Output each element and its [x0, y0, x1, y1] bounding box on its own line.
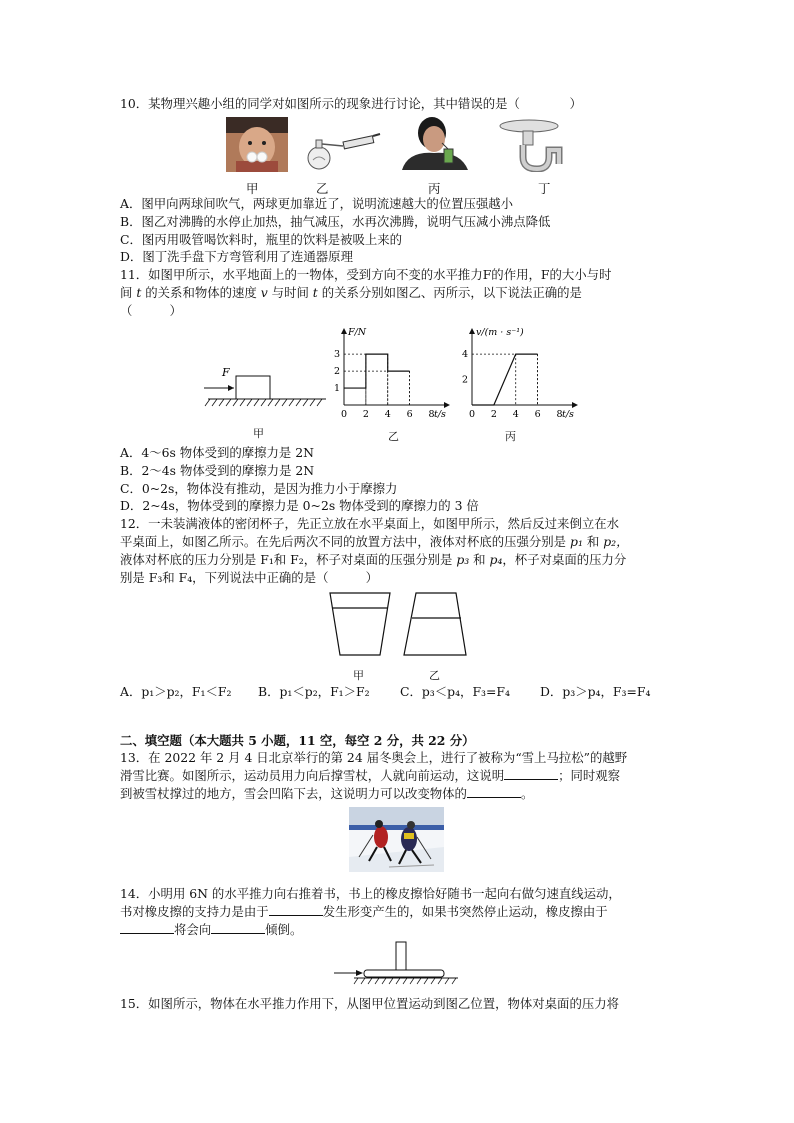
cup-upright	[330, 593, 390, 655]
y-tick-label: 3	[334, 349, 341, 361]
x-tick-label: 2	[362, 409, 369, 420]
q12-option-b: B．p₁＜p₂，F₁＞F₂	[258, 684, 370, 699]
q12-options	[120, 683, 650, 700]
q10-caption-bing: 丙	[428, 181, 441, 196]
q11-option-d: D．2~4s，物体受到的摩擦力是 0~2s 物体受到的摩擦力的 3 倍	[120, 498, 479, 513]
x-tick-label: 2	[490, 409, 497, 420]
y-axis-label: F/N	[348, 327, 367, 338]
q11-caption-yi: 乙	[388, 430, 399, 443]
x-tick-label: 8	[428, 409, 435, 420]
x-tick-label: 4	[384, 409, 391, 420]
q14-figure-book-eraser	[330, 940, 462, 988]
x-axis-arrow-icon	[444, 402, 450, 408]
q11-stem-line1: 11．如图甲所示，水平地面上的一物体，受到方向不变的水平推力F的作用，F的大小与时	[120, 267, 612, 282]
q10-option-a: A．图甲向两球间吹气，两球更加靠近了，说明流速越大的位置压强越小	[120, 196, 514, 211]
photo-boy-blowing-balls	[226, 117, 288, 172]
q14-line3: 将会向 倾倒。	[120, 921, 302, 938]
q12-option-c: C．p₃＜p₄，F₃=F₄	[400, 684, 510, 699]
q11-option-a: A．4～6s 物体受到的摩擦力是 2N	[120, 445, 314, 460]
x-tick-label: 6	[406, 409, 413, 420]
photo-sink-drain-trap	[497, 117, 567, 172]
q15-line1: 15．如图所示，物体在水平推力作用下，从图甲位置运动到图乙位置，物体对桌面的压力将	[120, 996, 620, 1011]
y-tick-label: 4	[462, 349, 469, 361]
q13-line1: 13．在 2022 年 2 月 4 日北京举行的第 24 届冬奥会上，进行了被称为“雪上马拉松”的越野	[120, 750, 628, 765]
block	[236, 376, 270, 399]
q11-stem-line3: （ ）	[120, 303, 182, 318]
q10-option-c: C．图丙用吸管喝饮料时，瓶里的饮料是被吸上来的	[120, 232, 403, 247]
y-tick-label: 1	[334, 383, 341, 395]
photo-flask-syringe	[303, 130, 381, 172]
y-tick-label: 2	[462, 374, 469, 386]
photo-boy-drinking	[398, 115, 473, 170]
q10-stem: 10．某物理兴趣小组的同学对如图所示的现象进行讨论，其中错误的是（ ）	[120, 96, 582, 111]
q10-caption-jia: 甲	[246, 181, 259, 196]
q10-caption-yi: 乙	[316, 181, 329, 196]
q13-blank-1[interactable]	[504, 767, 558, 780]
y-axis-label: v/(m · s⁻¹)	[476, 327, 524, 338]
q13-line2: 滑雪比赛。如图所示，运动员用力向后撑雪杖，人就向前运动，这说明 ；同时观察	[120, 768, 621, 783]
q12-stem-line3: 液体对杯底的压力分别是 F₁和 F₂，杯子对桌面的压强分别是 p₃ 和 p₄，杯子对桌面的压力分	[120, 552, 627, 567]
q12-caption-jia: 甲	[353, 669, 364, 682]
q12-stem-line2: 平桌面上，如图乙所示。在先后两次不同的放置方法中，液体对杯底的压强分别是 p₁ 和 p₂，	[120, 534, 629, 549]
q14-blank-2[interactable]	[120, 921, 174, 934]
q12-figure-cups	[328, 590, 480, 662]
q11-caption-bing: 丙	[505, 430, 516, 443]
q11-caption-jia: 甲	[253, 427, 264, 440]
q12-stem-line1: 12．一未装满液体的密闭杯子，先正立放在水平桌面上，如图甲所示，然后反过来倒立在水	[120, 516, 620, 531]
q11-option-b: B．2～4s 物体受到的摩擦力是 2N	[120, 463, 315, 478]
q11-chart-force-time	[330, 322, 460, 422]
q10-option-b: B．图乙对沸腾的水停止加热，抽气减压，水再次沸腾，说明气压减小沸点降低	[120, 214, 551, 229]
y-axis-arrow-icon	[469, 328, 475, 334]
q11-stem-line2: 间 t 的关系和物体的速度 v 与时间 t 的关系分别如图乙、丙所示，以下说法正确的是	[120, 285, 582, 300]
x-axis-arrow-icon	[572, 402, 578, 408]
q12-option-d: D．p₃＞p₄，F₃=F₄	[540, 684, 651, 699]
x-tick-label: 0	[469, 409, 476, 420]
section-heading-fill-in: 二、填空题（本大题共 5 小题，11 空，每空 2 分，共 22 分）	[120, 733, 475, 748]
data-series-line	[472, 354, 538, 405]
q14-line1: 14．小明用 6N 的水平推力向右推着书，书上的橡皮擦恰好随书一起向右做匀速直线运动，	[120, 886, 621, 901]
x-axis-label: t/s	[434, 409, 446, 420]
q11-option-c: C．0~2s，物体没有推动，是因为推力小于摩擦力	[120, 481, 398, 496]
q10-caption-ding: 丁	[538, 181, 551, 196]
q11-chart-velocity-time	[458, 322, 588, 422]
book	[364, 970, 444, 977]
q10-option-d: D．图丁洗手盘下方弯管利用了连通器原理	[120, 249, 353, 264]
q12-stem-line4: 别是 F₃和 F₄，下列说法中正确的是（ ）	[120, 570, 379, 585]
arrow-right-icon	[228, 385, 234, 391]
y-tick-label: 2	[334, 366, 341, 378]
q14-line2: 书对橡皮擦的支持力是由于 发生形变产生的，如果书突然停止运动，橡皮擦由于	[120, 904, 608, 919]
x-tick-label: 0	[341, 409, 348, 420]
q13-line3: 到被雪杖撑过的地方，雪会凹陷下去，这说明力可以改变物体的 。	[120, 786, 534, 801]
x-tick-label: 4	[512, 409, 519, 420]
cup-inverted	[404, 593, 466, 655]
q14-blank-3[interactable]	[211, 921, 265, 934]
q11-figure-block-on-ground	[200, 360, 328, 412]
q13-blank-2[interactable]	[467, 785, 521, 798]
q12-caption-yi: 乙	[429, 669, 440, 682]
eraser	[396, 942, 406, 970]
photo-cross-country-skiers	[349, 807, 444, 872]
x-tick-label: 8	[556, 409, 563, 420]
q12-option-a: A．p₁＞p₂，F₁＜F₂	[120, 684, 232, 699]
force-label: F	[222, 366, 230, 379]
arrow-right-icon	[356, 970, 363, 976]
x-tick-label: 6	[534, 409, 541, 420]
q14-blank-1[interactable]	[269, 903, 323, 916]
x-axis-label: t/s	[562, 409, 574, 420]
y-axis-arrow-icon	[341, 328, 347, 334]
